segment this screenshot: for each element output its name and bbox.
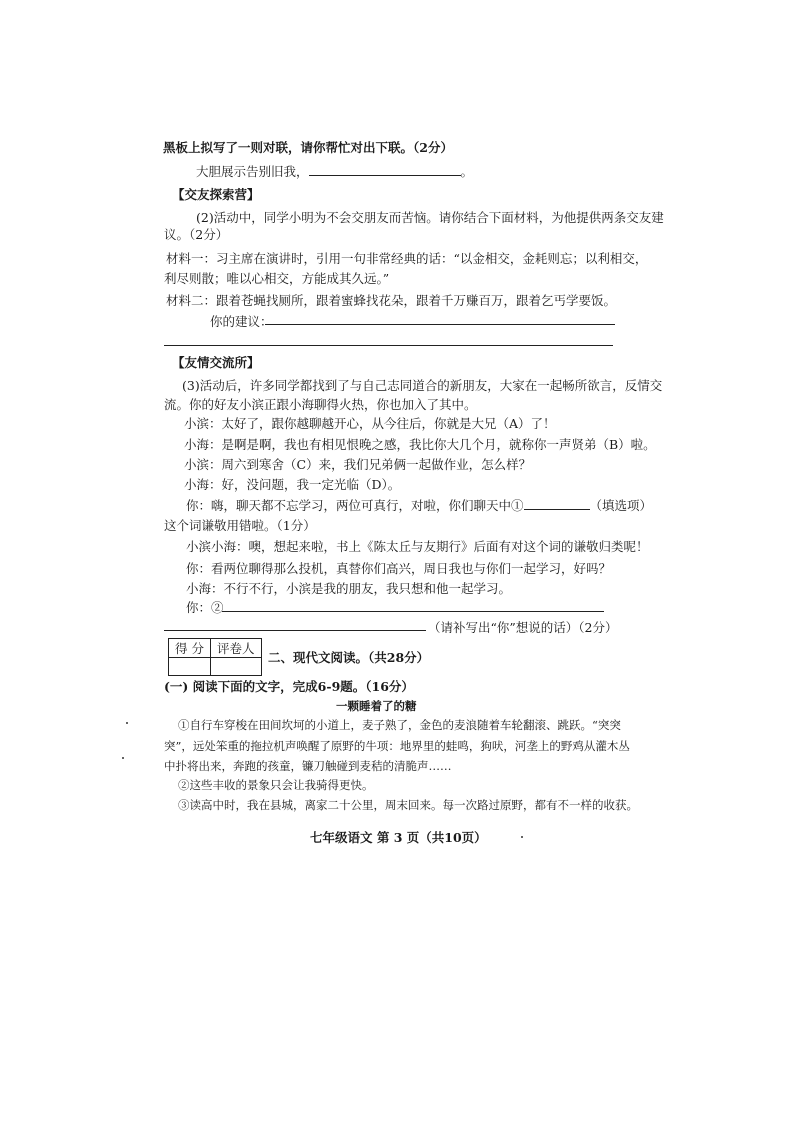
article-p2: ②这些丰收的景象只会让我骑得更快。 <box>178 778 374 792</box>
material1-line1: 材料一：习主席在演讲时，引用一句非常经典的话：“以金相交，金耗则忘；以利相交， <box>166 251 648 266</box>
article-p3: ③读高中时，我在县城，离家二十公里，周末回来。每一次路过原野，都有不一样的收获。 <box>178 798 638 812</box>
dialogue-line-7: 你：看两位聊得那么投机，真替你们高兴，周日我也与你们一起学习，好吗？ <box>186 561 612 576</box>
material1-line2: 利尽则散；唯以心相交，方能成其久远。” <box>164 271 390 286</box>
dialogue-5-prefix: 你：嗨，聊天都不忘学习，两位可真行，对啦，你们聊天中① <box>186 498 524 513</box>
dialogue-line-8: 小海：不行不行，小滨是我的朋友，我只想和他一起学习。 <box>186 581 512 596</box>
couplet-answer-blank[interactable] <box>309 163 461 176</box>
couplet-line <box>196 163 473 181</box>
couplet-period: 。 <box>460 164 474 179</box>
q3-text-line2: 流。你的好友小滨正跟小海聊得火热，你也加入了其中。 <box>164 397 477 412</box>
suggestion-blank-1[interactable] <box>265 324 615 325</box>
page-footer: 七年级语文 第 3 页（共10页） <box>310 830 487 845</box>
dialogue-line-5b: 这个词谦敬用错啦。（1分） <box>164 518 316 533</box>
dialogue-line-2: 小海：是啊是啊，我也有相见恨晚之感，我比你大几个月，就称你一声贤弟（B）啦。 <box>184 437 656 452</box>
section-youqing-heading: 【友情交流所】 <box>172 355 260 370</box>
dialogue-5-suffix: （填选项） <box>589 498 653 513</box>
article-p1-line1: ①自行车穿梭在田间坎坷的小道上，麦子熟了，金色的麦浪随着车轮翻滚、跳跃。“突突 <box>178 718 621 732</box>
material2-text: 材料二：跟着苍蝇找厕所，跟着蜜蜂找花朵，跟着千万赚百万，跟着乞丐学要饭。 <box>166 293 617 308</box>
question-intro: 黑板上拟写了一则对联，请你帮忙对出下联。（2分） <box>163 140 453 155</box>
part2-title: 二、现代文阅读。（共28分） <box>268 650 430 665</box>
suggestion-label: 你的建议： <box>210 314 273 329</box>
section-jiaoyou-heading: 【交友探索营】 <box>172 187 260 202</box>
dialogue-line-1: 小滨：太好了，跟你越聊越开心，从今往后，你就是大兄（A）了！ <box>184 416 556 431</box>
article-title: 一颗睡着了的糖 <box>336 699 417 713</box>
score-label: 得 分 <box>169 639 211 658</box>
option-answer-blank[interactable] <box>524 497 590 510</box>
q2-text-line1: (2)活动中，同学小明为不会交朋友而苦恼。请你结合下面材料，为他提供两条交友建 <box>196 210 664 225</box>
reading-instruction: (一) 阅读下面的文字，完成6-9题。（16分） <box>164 679 414 694</box>
dialogue-line-6: 小滨小海：噢，想起来啦，书上《陈太丘与友期行》后面有对这个词的谦敬归类呢！ <box>186 539 649 554</box>
dialogue-9-label: 你：② <box>186 600 224 615</box>
scan-speck <box>126 722 128 724</box>
reply-blank-1[interactable] <box>222 611 604 612</box>
dialogue-line-5 <box>186 497 652 515</box>
scan-speck <box>122 757 124 759</box>
suggestion-blank-2[interactable] <box>164 345 613 346</box>
score-table <box>168 638 262 676</box>
q3-text-line1: (3)活动后，许多同学都找到了与自己志同道合的新朋友，大家在一起畅所欲言，反情交 <box>182 378 663 393</box>
dialogue-line-3: 小滨：周六到寒舍（C）来，我们兄弟俩一起做作业，怎么样？ <box>184 457 532 472</box>
grader-label: 评卷人 <box>210 639 261 658</box>
q2-text-line2: 议。（2分） <box>164 227 229 242</box>
dialogue-line-9 <box>186 599 224 617</box>
score-cell[interactable] <box>169 658 211 676</box>
scan-speck <box>521 836 523 838</box>
article-p1-line3: 中扑将出来，奔跑的孩童，镰刀触碰到麦秸的清脆声…… <box>164 759 452 773</box>
reply-instruction: （请补写出“你”想说的话）（2分） <box>428 620 618 635</box>
article-p1-line2: 突”，远处笨重的拖拉机声唤醒了原野的牛项：地界里的蛙鸣，狗吠，河垄上的野鸡从灌木丛 <box>164 739 630 753</box>
reply-blank-2[interactable] <box>164 630 426 631</box>
grader-cell[interactable] <box>210 658 261 676</box>
dialogue-line-4: 小海：好，没问题，我一定光临（D）。 <box>184 477 401 492</box>
couplet-first-half: 大胆展示告别旧我， <box>196 164 309 179</box>
